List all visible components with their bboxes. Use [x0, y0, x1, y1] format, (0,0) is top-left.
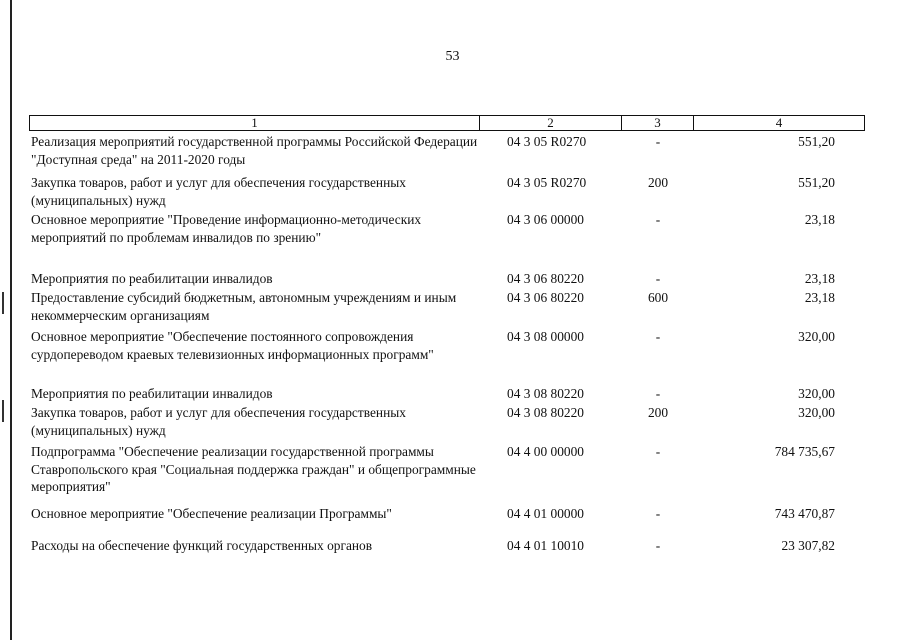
row-name: Основное мероприятие "Обеспечение постоянного сопровождения сурдопереводом краевых телевизионных информационных программ"	[31, 329, 434, 362]
row-code: 04 3 06 00000	[507, 212, 584, 227]
header-col-1: 1	[30, 116, 480, 130]
scan-margin-mark	[2, 292, 4, 314]
row-name: Основное мероприятие "Проведение информационно-методических мероприятий по проблемам инвалидов по зрению"	[31, 212, 422, 245]
page-number: 53	[445, 49, 460, 64]
row-sum: 784 735,67	[774, 444, 835, 459]
row-name: Основное мероприятие "Обеспечение реализации Программы"	[31, 506, 392, 521]
row-sum: 551,20	[798, 175, 835, 190]
row-sum: 23,18	[804, 271, 835, 286]
row-type: 600	[647, 290, 669, 305]
row-type: -	[655, 212, 661, 227]
row-code: 04 3 06 80220	[507, 290, 584, 305]
row-name: Мероприятия по реабилитации инвалидов	[31, 271, 273, 286]
row-name: Закупка товаров, работ и услуг для обеспечения государственных (муниципальных) нужд	[31, 405, 406, 438]
row-code: 04 4 00 00000	[507, 444, 584, 459]
scan-margin-mark	[2, 400, 4, 422]
row-code: 04 4 01 10010	[507, 538, 584, 553]
row-code: 04 4 01 00000	[507, 506, 584, 521]
row-name: Закупка товаров, работ и услуг для обеспечения государственных (муниципальных) нужд	[31, 175, 406, 208]
row-type: -	[655, 444, 661, 459]
row-code: 04 3 05 R0270	[507, 175, 587, 190]
row-code: 04 3 05 R0270	[507, 134, 587, 149]
row-name: Предоставление субсидий бюджетным, автономным учреждениям и иным некоммерческим организациям	[31, 290, 457, 323]
row-type: 200	[647, 405, 669, 420]
row-sum: 320,00	[798, 329, 835, 344]
row-type: -	[655, 329, 661, 344]
row-type: -	[655, 538, 661, 553]
row-code: 04 3 08 80220	[507, 386, 584, 401]
row-sum: 320,00	[798, 405, 835, 420]
row-type: -	[655, 506, 661, 521]
header-col-2: 2	[480, 116, 622, 130]
row-sum: 320,00	[798, 386, 835, 401]
row-sum: 23,18	[804, 212, 835, 227]
row-code: 04 3 08 80220	[507, 405, 584, 420]
row-name: Мероприятия по реабилитации инвалидов	[31, 386, 273, 401]
scan-left-edge	[10, 0, 12, 640]
row-sum: 23,18	[804, 290, 835, 305]
row-type: -	[655, 386, 661, 401]
row-sum: 551,20	[798, 134, 835, 149]
row-name: Подпрограмма "Обеспечение реализации государственной программы Ставропольского края "Социальная поддержка граждан" и общепрограммные мероприятия"	[31, 444, 476, 494]
header-col-4: 4	[775, 115, 783, 130]
row-sum: 23 307,82	[781, 538, 835, 553]
row-sum: 743 470,87	[774, 506, 835, 521]
row-code: 04 3 08 00000	[507, 329, 584, 344]
header-col-3: 3	[622, 116, 694, 130]
row-type: 200	[647, 175, 669, 190]
row-name: Реализация мероприятий государственной программы Российской Федерации "Доступная среда" на 2011-2020 годы	[31, 134, 478, 167]
row-name: Расходы на обеспечение функций государственных органов	[31, 538, 373, 553]
row-code: 04 3 06 80220	[507, 271, 584, 286]
row-type: -	[655, 271, 661, 286]
table-header	[29, 115, 865, 131]
row-type: -	[655, 134, 661, 149]
